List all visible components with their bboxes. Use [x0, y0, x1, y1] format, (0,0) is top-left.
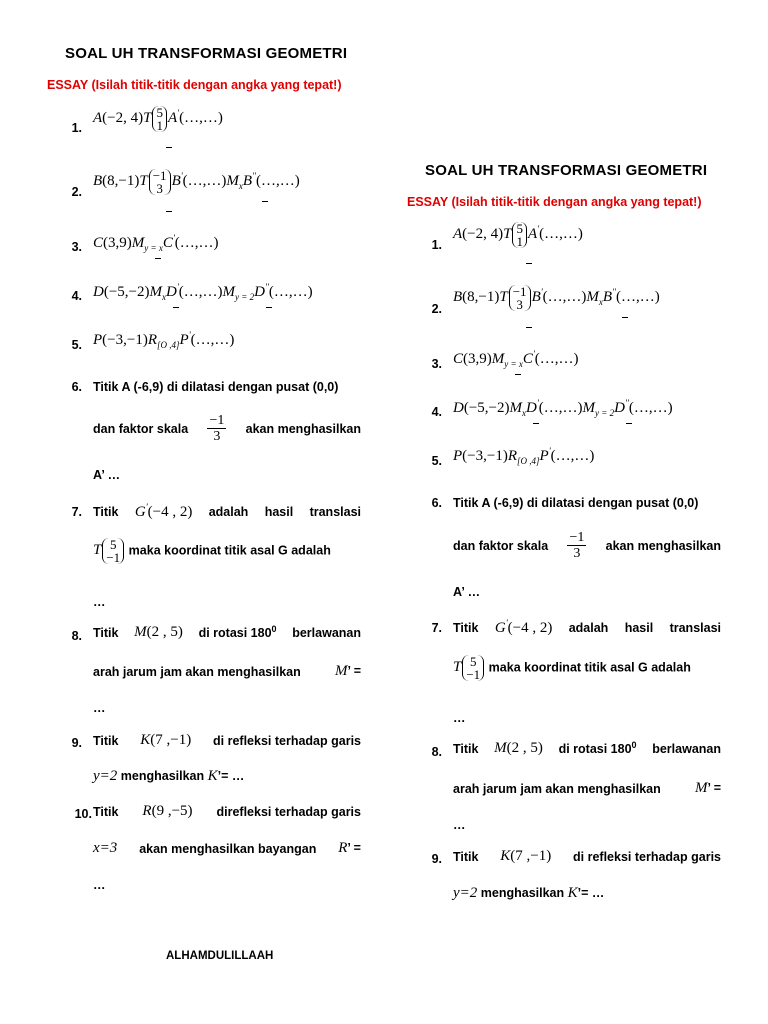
page-title: SOAL UH TRANSFORMASI GEOMETRI: [425, 162, 708, 179]
question-number: 9.: [71, 736, 82, 750]
translation-vector: 5 −1: [462, 655, 484, 681]
page-title: SOAL UH TRANSFORMASI GEOMETRI: [65, 45, 348, 62]
question-4: $D(-5,-2)M_xD'(\dots,\dots)M_{y = 2}D''(\dots,\dots)$: [93, 282, 313, 302]
question-3: $C(3,9)M_{y = x}C'(\dots,\dots)$: [453, 349, 579, 369]
essay-instruction: ESSAY (Isilah titik-titik dengan angka yang tepat!): [407, 195, 702, 209]
question-number: 9.: [431, 852, 442, 866]
question-6-line1: Titik A (-6,9) di dilatasi dengan pusat (0,0): [93, 380, 339, 394]
question-3: $C(3,9)M_{y = x}C'(\dots,\dots)$: [93, 233, 219, 253]
question-6-line2: dan faktor skala $\frac{-1}{3}$ akan menghasilkan: [93, 413, 361, 444]
question-5: $P(-3,-1)R_{[O ,4]}P'(\dots,\dots)$: [453, 446, 595, 466]
underbar: [262, 201, 268, 202]
question-7-line2: T 5 −1 maka koordinat titik asal G adalah: [453, 654, 691, 682]
question-number: 6.: [431, 496, 442, 510]
question-7-line3: …: [93, 595, 106, 609]
question-8-line2: arah jarum jam akan menghasilkan M’ =: [453, 780, 721, 796]
question-9-line2: y=2 menghasilkan K’= …: [453, 885, 605, 901]
question-9-line1: Titik K(7 ,−1) di refleksi terhadap garis: [453, 848, 721, 864]
question-number: 8.: [71, 629, 82, 643]
underbar: [526, 327, 532, 328]
question-number: 1.: [431, 238, 442, 252]
underbar: [622, 317, 628, 318]
footer-closing: ALHAMDULILLAAH: [166, 950, 274, 962]
translation-vector: −1 3: [149, 169, 171, 195]
translation-vector: 5 −1: [102, 538, 124, 564]
question-9-line1: Titik K(7 ,−1) di refleksi terhadap garis: [93, 732, 361, 748]
question-5: $P(-3,-1)R_{[O ,4]}P'(\dots,\dots)$: [93, 330, 235, 350]
question-number: 4.: [431, 405, 442, 419]
question-10-line1: Titik R(9 ,−5) direfleksi terhadap garis: [93, 803, 361, 819]
underbar: [166, 211, 172, 212]
essay-instruction: ESSAY (Isilah titik-titik dengan angka yang tepat!): [47, 78, 342, 92]
underbar: [626, 423, 632, 424]
translation-vector: 5 1: [152, 106, 167, 132]
underbar: [155, 258, 161, 259]
question-7-line3: …: [453, 711, 466, 725]
underbar: [266, 307, 272, 308]
question-1: A(−2, 4)T 5 1 A'(…,…): [453, 221, 583, 249]
question-number: 7.: [431, 621, 442, 635]
question-7-line1: Titik G'(−4 , 2) adalah hasil translasi: [93, 502, 361, 520]
question-10-line3: …: [93, 878, 106, 892]
question-number: 3.: [431, 357, 442, 371]
question-10-line2: x=3 akan menghasilkan bayangan R’ =: [93, 840, 361, 856]
scale-fraction: $\frac{-1}{3}$: [209, 413, 225, 444]
question-number: 2.: [431, 302, 442, 316]
question-number: 7.: [71, 505, 82, 519]
question-8-line2: arah jarum jam akan menghasilkan M’ =: [93, 663, 361, 679]
underbar: [166, 147, 172, 148]
question-number: 3.: [71, 240, 82, 254]
scale-fraction: $\frac{-1}{3}$: [569, 530, 585, 561]
question-number: 5.: [71, 338, 82, 352]
question-8-line1: Titik M(2 , 5) di rotasi $180^0$ berlawanan: [453, 740, 721, 757]
question-6-line1: Titik A (-6,9) di dilatasi dengan pusat (0,0): [453, 496, 699, 510]
question-8-line3: …: [93, 701, 106, 715]
question-number: 8.: [431, 745, 442, 759]
question-number: 4.: [71, 289, 82, 303]
question-2: B(8,−1)T −1 3 $B'(\dots,\dots)M_xB''(\dots,\dots)$: [93, 168, 300, 196]
question-number: 1.: [71, 121, 82, 135]
question-1: A(−2, 4)T 5 1 A'(…,…): [93, 105, 223, 133]
question-number: 2.: [71, 185, 82, 199]
question-number: 10.: [74, 807, 92, 821]
question-2: B(8,−1)T −1 3 $B'(\dots,\dots)M_xB''(\dots,\dots)$: [453, 284, 660, 312]
question-7-line2: T 5 −1 maka koordinat titik asal G adalah: [93, 537, 331, 565]
translation-vector: −1 3: [509, 285, 531, 311]
question-8-line1: Titik M(2 , 5) di rotasi $180^0$ berlawanan: [93, 624, 361, 641]
question-4: $D(-5,-2)M_xD'(\dots,\dots)M_{y = 2}D''(\dots,\dots)$: [453, 398, 673, 418]
question-9-line2: y=2 menghasilkan K’= …: [93, 768, 245, 784]
question-number: 6.: [71, 380, 82, 394]
question-6-line3: A’ …: [453, 585, 481, 599]
question-number: 5.: [431, 454, 442, 468]
question-8-line3: …: [453, 818, 466, 832]
question-6-line2: dan faktor skala $\frac{-1}{3}$ akan menghasilkan: [453, 530, 721, 561]
underbar: [533, 423, 539, 424]
translation-vector: 5 1: [512, 222, 527, 248]
underbar: [526, 263, 532, 264]
question-6-line3: A’ …: [93, 468, 121, 482]
underbar: [515, 374, 521, 375]
underbar: [173, 307, 179, 308]
question-7-line1: Titik G'(−4 , 2) adalah hasil translasi: [453, 618, 721, 636]
